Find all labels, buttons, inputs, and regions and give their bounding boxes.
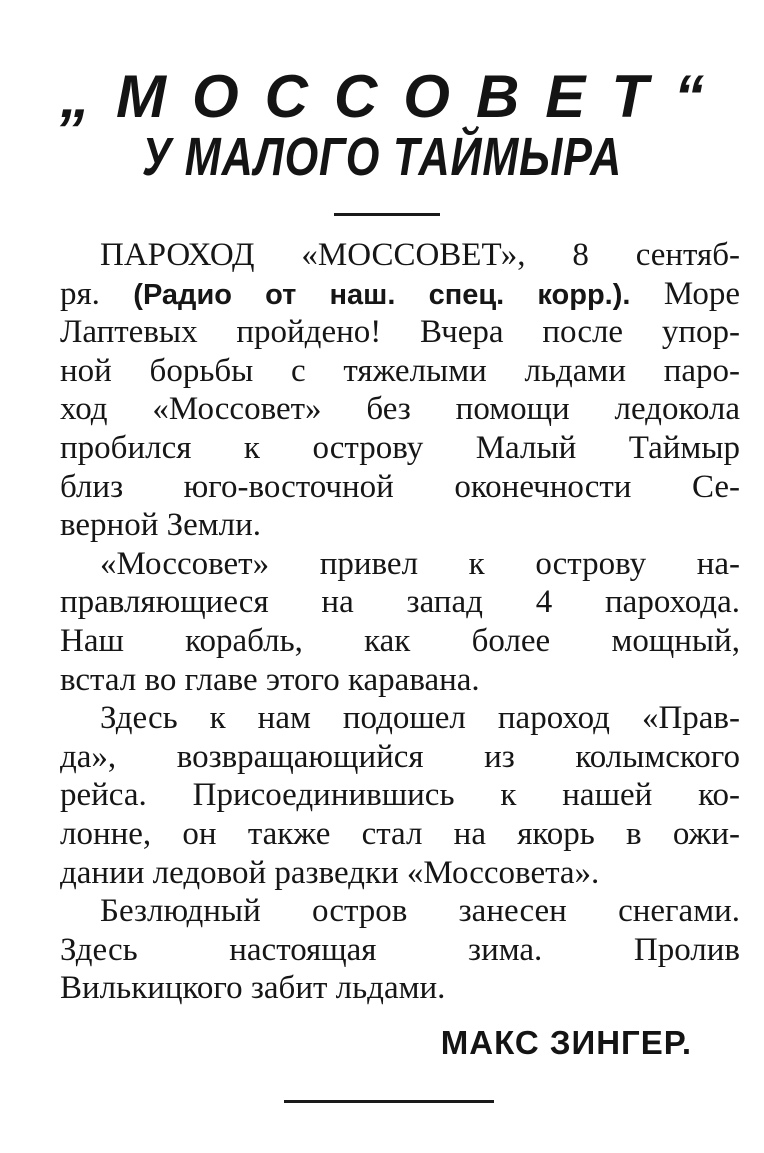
article-line: встал во главе этого каравана. bbox=[60, 661, 480, 698]
article-line: рейса. Присоединившись к нашей ко- bbox=[60, 777, 740, 814]
article-line: верной Земли. bbox=[60, 507, 262, 544]
article-line: ПАРОХОД «МОССОВЕТ», 8 сентяб- bbox=[100, 237, 740, 273]
headline-title: „МОССОВЕТ“ bbox=[60, 63, 730, 130]
headline-subtitle: У МАЛОГО ТАЙМЫРА bbox=[141, 127, 623, 187]
article-line: правляющиеся на запад 4 парохода. bbox=[60, 584, 740, 621]
article-body bbox=[60, 236, 740, 1008]
article-line: пробился к острову Малый Таймыр bbox=[60, 429, 740, 466]
article-line: да», возвращающийся из колымского bbox=[60, 738, 740, 775]
author-signature: МАКС ЗИНГЕР. bbox=[440, 1024, 692, 1061]
radio-credit: (Радио от наш. спец. корр.). bbox=[133, 278, 631, 311]
article-line: «Моссовет» привел к острову на- bbox=[100, 545, 740, 582]
article-line-end: Море bbox=[630, 275, 740, 312]
article-line: Вилькицкого забит льдами. bbox=[60, 970, 446, 1007]
article-line: близ юго-восточной оконечности Се- bbox=[60, 468, 740, 505]
article-line: ной борьбы с тяжелыми льдами паро- bbox=[60, 352, 740, 389]
article-line: Лаптевых пройдено! Вчера после упор- bbox=[60, 314, 740, 351]
article-line: ход «Моссовет» без помощи ледокола bbox=[60, 391, 740, 428]
article-line: Здесь к нам подошел пароход «Прав- bbox=[100, 700, 740, 737]
top-divider bbox=[334, 213, 440, 216]
article-line: Наш корабль, как более мощный, bbox=[60, 622, 740, 659]
article-line: Безлюдный остров занесен снегами. bbox=[100, 893, 740, 930]
article-line: Здесь настоящая зима. Пролив bbox=[60, 931, 740, 968]
article-line-with-credit bbox=[60, 275, 740, 314]
article-line: дании ледовой разведки «Моссовета». bbox=[60, 854, 600, 891]
bottom-divider bbox=[284, 1100, 494, 1103]
article-line: лонне, он также стал на якорь в ожи- bbox=[60, 815, 740, 852]
article-line-start: ря. bbox=[60, 275, 134, 312]
